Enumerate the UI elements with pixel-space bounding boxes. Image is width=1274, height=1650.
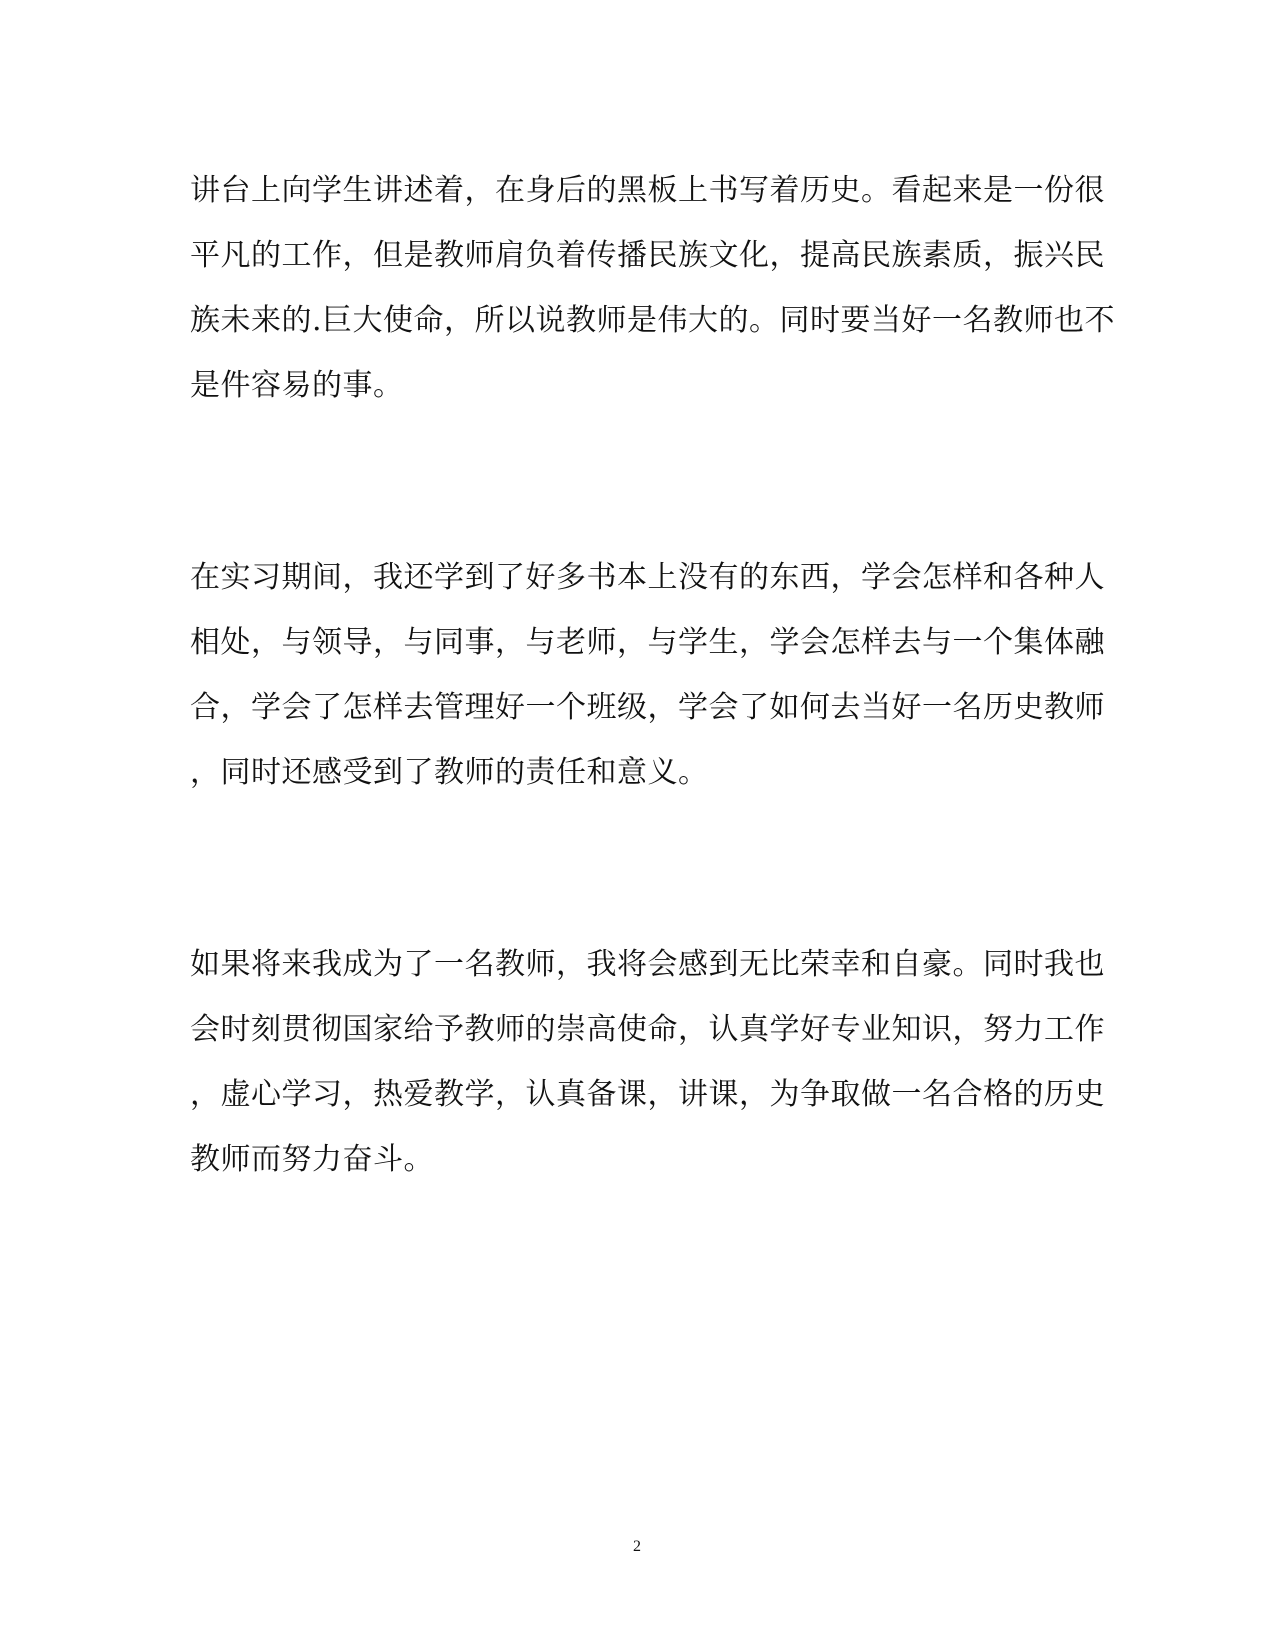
text-line: 如果将来我成为了一名教师，我将会感到无比荣幸和自豪。同时我也 <box>190 947 1105 982</box>
text-line: 平凡的工作，但是教师肩负着传播民族文化，提高民族素质，振兴民 <box>190 238 1105 273</box>
paragraph-1 <box>190 158 1116 418</box>
text-line: 在实习期间，我还学到了好多书本上没有的东西，学会怎样和各种人 <box>190 560 1105 595</box>
text-line: 合，学会了怎样去管理好一个班级，学会了如何去当好一名历史教师 <box>190 690 1105 725</box>
paragraph-2 <box>190 545 1105 805</box>
text-line: 讲台上向学生讲述着，在身后的黑板上书写着历史。看起来是一份很 <box>190 173 1105 208</box>
text-line: 教师而努力奋斗。 <box>190 1142 434 1177</box>
text-line: 是件容易的事。 <box>190 368 404 403</box>
text-line: 相处，与领导，与同事，与老师，与学生，学会怎样去与一个集体融 <box>190 625 1105 660</box>
page-number: 2 <box>633 1538 641 1555</box>
text-line: 族未来的.巨大使命，所以说教师是伟大的。同时要当好一名教师也不 <box>190 303 1116 338</box>
text-line: ，虚心学习，热爱教学，认真备课，讲课，为争取做一名合格的历史 <box>190 1077 1105 1112</box>
text-line: ，同时还感受到了教师的责任和意义。 <box>190 755 709 790</box>
text-line: 会时刻贯彻国家给予教师的崇高使命，认真学好专业知识，努力工作 <box>190 1012 1105 1047</box>
paragraph-3 <box>190 932 1105 1192</box>
